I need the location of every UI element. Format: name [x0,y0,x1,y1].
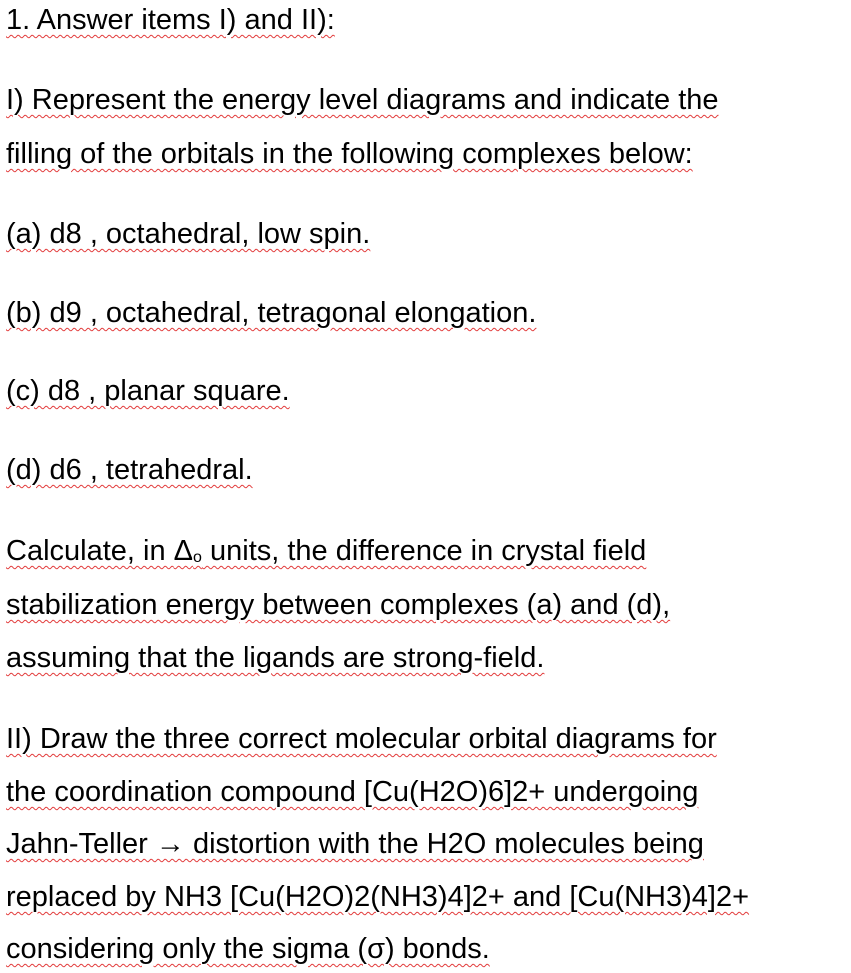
part2-line3: Jahn-Teller → distortion with the H2O molecules being [6,828,704,860]
calc-text-after: units, the difference in crystal field [201,535,647,567]
item-d: (d) d6 , tetrahedral. [6,454,253,486]
delta-symbol: Δ [173,535,194,567]
calc-line3: assuming that the ligands are strong-field. [6,642,545,674]
delta-subscript: o [193,549,202,566]
calc-line2: stabilization energy between complexes (a) and (d), [6,589,671,621]
part2-line4: replaced by NH3 [Cu(H2O)2(NH3)4]2+ and [Cu(NH3)4]2+ [6,881,750,913]
item-c: (c) d8 , planar square. [6,375,290,407]
part1-intro-line2: filling of the orbitals in the following complexes below: [6,138,693,170]
part1-intro-line1: I) Represent the energy level diagrams and indicate the [6,84,719,116]
part2-line2: the coordination compound [Cu(H2O)6]2+ undergoing [6,776,699,808]
calc-line1 [6,533,646,576]
part2-line1: II) Draw the three correct molecular orbital diagrams for [6,723,717,755]
question-heading: 1. Answer items I) and II): [6,4,335,36]
item-a: (a) d8 , octahedral, low spin. [6,218,371,250]
calc-text-before: Calculate, in [6,535,174,567]
part2-line5: considering only the sigma (σ) bonds. [6,933,490,965]
item-b: (b) d9 , octahedral, tetragonal elongation. [6,297,537,329]
